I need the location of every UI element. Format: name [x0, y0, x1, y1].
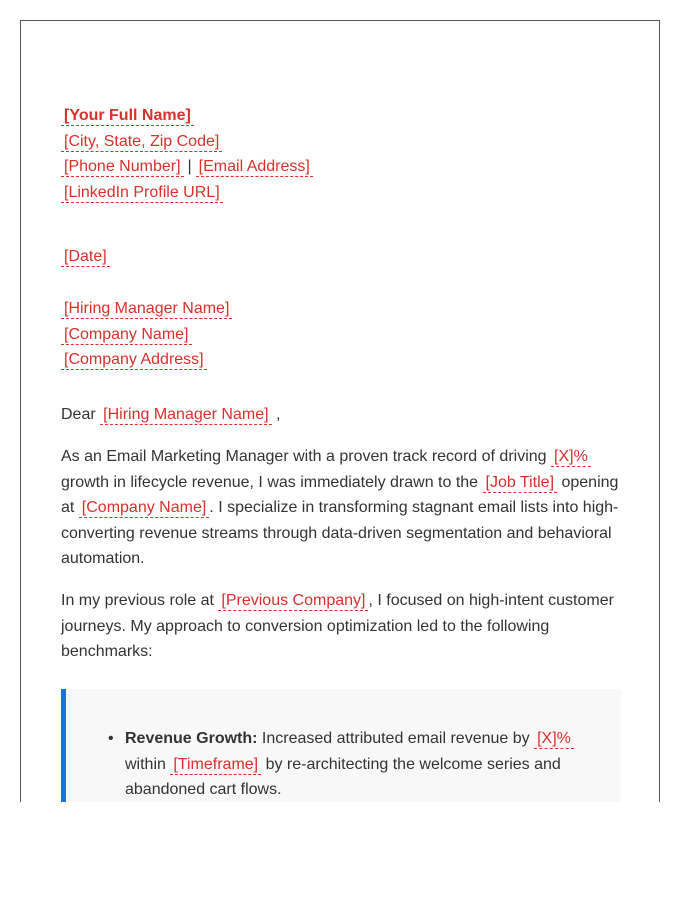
benchmarks-list — [108, 726, 585, 802]
placeholder-city-state-zip[interactable]: [City, State, Zip Code] — [61, 133, 222, 152]
recipient-block — [61, 296, 232, 373]
placeholder-job-title[interactable]: [Job Title] — [483, 474, 557, 493]
paragraph-intro — [61, 444, 621, 572]
benchmark-label: Revenue Growth: — [125, 730, 258, 747]
paragraph-experience — [61, 588, 621, 665]
placeholder-timeframe[interactable]: [Timeframe] — [170, 756, 261, 775]
benchmark-text: within — [125, 755, 166, 773]
placeholder-company-name-inline[interactable]: [Company Name] — [79, 499, 210, 518]
bullet-icon: • — [108, 730, 114, 747]
contact-separator: | — [187, 158, 192, 175]
placeholder-company-address[interactable]: [Company Address] — [61, 351, 207, 370]
benchmark-text: Increased attributed email revenue by — [261, 730, 530, 747]
paragraph-text: , I focused on high-intent customer journeys. My approach to conversion optimization led to the following benchmarks: — [61, 592, 614, 660]
paragraph-text: growth in lifecycle revenue, I was immediately drawn to the — [61, 473, 479, 491]
date-line — [61, 244, 110, 270]
placeholder-salutation-name[interactable]: [Hiring Manager Name] — [100, 406, 271, 425]
cover-letter-page — [20, 20, 660, 802]
salutation — [61, 402, 280, 428]
salutation-suffix: , — [276, 406, 281, 423]
placeholder-full-name[interactable]: [Your Full Name] — [61, 107, 194, 126]
paragraph-text: . I specialize in transforming stagnant email lists into high-converting revenue streams through data-driven segmentation and behavioral automation. — [61, 499, 619, 567]
paragraph-text: As an Email Marketing Manager with a proven track record of driving — [61, 448, 547, 465]
placeholder-phone[interactable]: [Phone Number] — [61, 158, 184, 177]
placeholder-date[interactable]: [Date] — [61, 248, 110, 267]
placeholder-company-name[interactable]: [Company Name] — [61, 326, 192, 345]
placeholder-growth-percent[interactable]: [X]% — [551, 448, 591, 467]
benchmarks-callout — [61, 689, 621, 802]
placeholder-revenue-percent[interactable]: [X]% — [534, 730, 574, 749]
benchmark-text: by re-architecting the welcome series and abandoned cart flows. — [125, 755, 561, 798]
list-item — [108, 726, 585, 802]
placeholder-previous-company[interactable]: [Previous Company] — [218, 592, 368, 611]
placeholder-hiring-manager[interactable]: [Hiring Manager Name] — [61, 300, 232, 319]
salutation-prefix: Dear — [61, 406, 96, 423]
placeholder-email[interactable]: [Email Address] — [196, 158, 313, 177]
placeholder-linkedin[interactable]: [LinkedIn Profile URL] — [61, 184, 223, 203]
paragraph-text: opening at — [61, 473, 619, 516]
sender-block — [61, 103, 313, 205]
paragraph-text: In my previous role at — [61, 592, 214, 609]
